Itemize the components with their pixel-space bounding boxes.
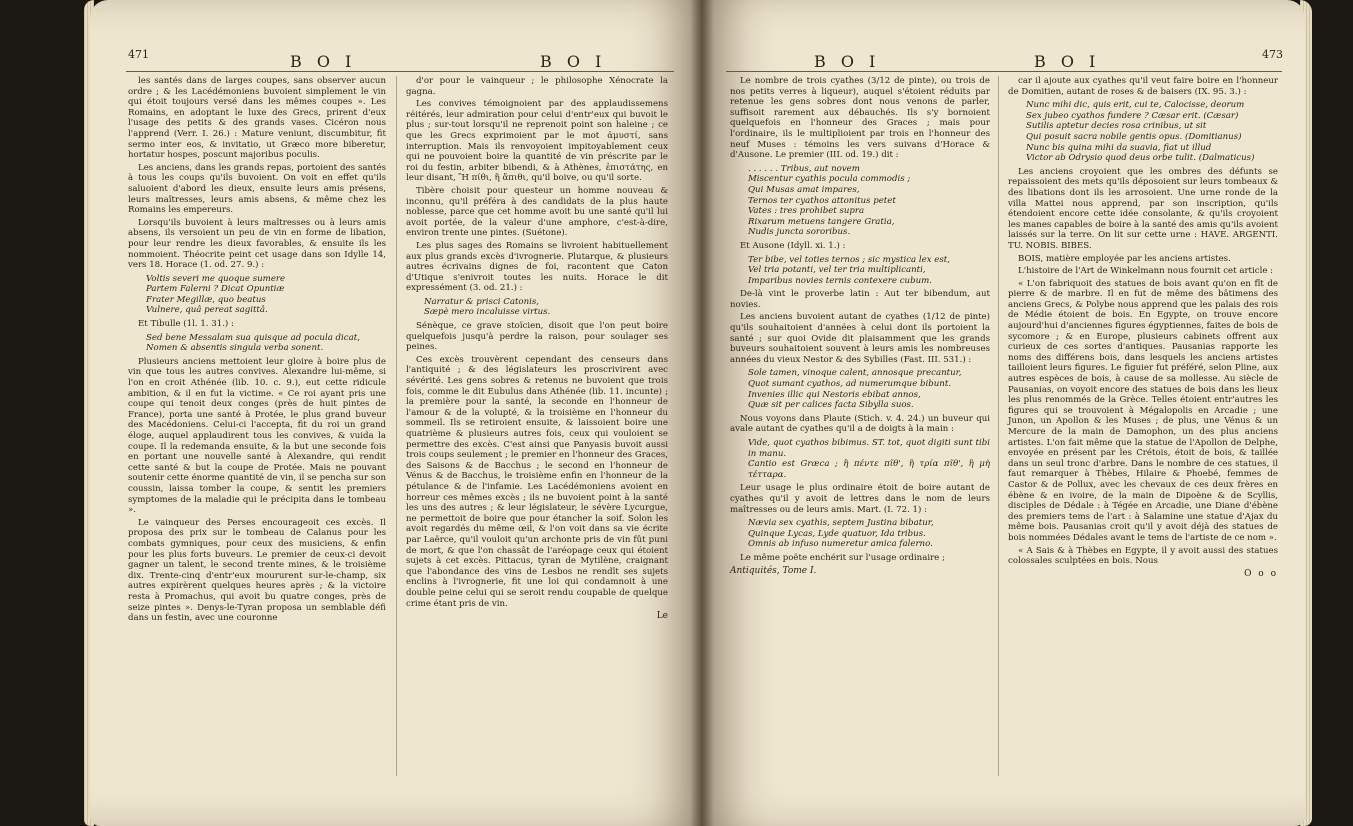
paragraph: Ces excès trouvèrent cependant des censeurs dans l'antiquité ; & des législateurs les proscrivirent avec sévérité. Les gens sobres & retenus ne buvoient que trois fois, comme le dit Eubulus dans Athénée (lib. 11. incunte) ; la première pour la santé, la seconde en l'honneur de l'amour & de la volupté, & la troisième en l'honneur du sommeil. Ils se retiroient ensuite, & laissoient boire une quatrième & plusieurs autres fois, ceux qui vouloient se permettre des excès. C'est ainsi que Panyasis buvoit aussi trois coups seulement ; le premier en l'honneur des Graces, des Saisons & de Bacchus ; le second en l'honneur de Vénus & de Bacchus, le troisième enfin en l'honneur de la pétulance & de l'infamie. Les Lacédémoniens avoient en horreur ces mêmes excès ; ils ne buvoient point à la santé les uns des autres ; & leur législateur, le sévère Lycurgue, ne permettoit de boire que pour étancher la soif. Solon les avoit regardés du même œil, & l'on voit dans sa vie écrite par Laërce, qu'il vouloit qu'un archonte pris de vin fût puni de mort, & que l'on chassât de l'aréopage ceux qui étoient sujets à cet excès. Pittacus, tyran de Mytilène, craignant que l'abondance des vins de Lesbos ne rendît ses sujets enclins à l'ivrognerie, fit une loi qui condamnoit à une double peine celui qui se seroit rendu coupable de quelque crime étant pris de vin. — [406, 354, 668, 609]
paragraph: Le nombre de trois cyathes (3/12 de pinte), ou trois de nos petits verres à liqueur), auquel s'étoient réduits par retenue les gens sobres dont nous venons de parler, suffisoit rarement aux débauchés. Ils s'y bornoient quelquefois en l'honneur des Graces ; mais pour l'ordinaire, ils le multiplioient par trois en l'honneur des neuf Muses : témoins les vers suivans d'Horace & d'Ausone. Le premier (III. od. 19.) dit : — [730, 76, 990, 161]
verse-line: Rixarum metuens tangere Gratia, — [748, 216, 895, 227]
verse-line: Nævia sex cyathis, septem Justina bibatur, — [748, 518, 934, 529]
verse-horace-cato — [406, 297, 668, 318]
right-running-head-1: B O I — [814, 52, 881, 71]
paragraph: Nous voyons dans Plaute (Stich. v. 4. 24.) un buveur qui avale autant de cyathes qu'il a de doigts à la main : — [730, 413, 990, 435]
book-gutter — [690, 0, 714, 826]
left-column-2 — [406, 76, 668, 622]
verse-line: Sole tamen, vinoque calent, annosque precantur, — [748, 368, 962, 379]
verse-line: Miscentur cyathis pocula commodis ; — [748, 174, 911, 185]
paragraph: « L'on fabriquoit des statues de bois avant qu'on en fît de pierre & de marbre. Il en fut de même des bâtimens des anciens Grecs, & Polybe nous apprend que les palais des rois de Médie étoient de bois. En Egypte, on trouve encore aujourd'hui d'anciennes figures égyptiennes, faites de bois de sycomore ; & en Europe, plusieurs cabinets offrent aux curieux de ces sortes d'antiques. Pausanias rapporte les noms des différens bois, dans lesquels les anciens artistes tailloient leurs figures. Le figuier fut préféré, selon Pline, aux autres espèces de bois, à cause de sa mollesse. Au siècle de Pausanias, on voyoit encore des statues de bois dans les lieux les plus renommés de la Grèce. Telles étoient entr'autres les figures qui se trouvoient à Mégalopolis en Arcadie ; une Junon, un Apollon & les Muses ; de plus, une Vénus & un Mercure de la main de Damophon, un des plus anciens artistes. L'on fait même que la statue de l'Apollon de Delphe, envoyée en présent par les Crétois, étoit de bois, & taillée dans un seul tronc d'arbre. Dans le nombre de ces statues, il faut remarquer à Thèbes, Hilaire & Phoebé, femmes de Castor & de Pollux, avec les chevaux de ces deux frères en ébène & en ivoire, de la main de Dipoène & de Scyllis, disciples de Dédale : à Tégée en Arcadie, une Diane d'ébène des premiers tems de l'art : à Salamine une statue d'Ajax du même bois. Pausanias croit qu'il y avoit déjà des statues de bois nommées Dédales avant le tems de l'artiste de ce nom ». — [1008, 278, 1278, 543]
verse-line: Quæ sit per calices facta Sibylla suos. — [748, 400, 914, 411]
verse-line: Vates : tres prohibet supra — [748, 206, 865, 217]
verse-line: Sex jubeo cyathos fundere ? Cæsar erit. (Cæsar) — [1026, 110, 1239, 121]
verse-line: Frater Megillæ, quo beatus — [146, 294, 266, 305]
paragraph: Et Tibulle (1l. 1. 31.) : — [138, 319, 234, 330]
paragraph: Les anciens buvoient autant de cyathes (1/12 de pinte) qu'ils souhaitoient d'années à celui dont ils portoient la santé ; sur quoi Ovide dit plaisamment que les grands buveurs souhaitoient souvent à leurs amis les nombreuses années du vieux Nestor & des Sybilles (Fast. III. 531.) : — [730, 312, 990, 365]
catchword: Le — [656, 611, 668, 622]
verse-line: Partem Falerni ? Dicat Opuntiæ — [146, 284, 285, 295]
left-running-head-1: B O I — [290, 52, 357, 71]
verse-line: Vide, quot cyathos bibimus. ST. tot, quot digiti sunt tibi in manu. — [748, 438, 990, 459]
left-column-1 — [128, 76, 386, 626]
left-header-rule — [126, 71, 674, 72]
verse-line: Nunc bis quina mihi da suavia, fiat ut illud — [1026, 142, 1212, 153]
paragraph: Sénèque, ce grave stoïcien, disoit que l'on peut boire quelquefois jusqu'à perdre la raison, pour soulager ses peines. — [406, 321, 668, 353]
verse-ovide — [730, 368, 990, 410]
verse-line: Vel tria potanti, vel ter tria multiplicanti, — [748, 265, 926, 276]
left-page-number: 471 — [128, 48, 149, 61]
verse-line: Omnis ab infuso numeretur amica falerno. — [748, 539, 933, 550]
verse-line: Voltis severi me quoque sumere — [146, 273, 286, 284]
verse-tibulle — [128, 333, 386, 354]
right-column-1 — [730, 76, 990, 576]
verse-martial-domitien — [1008, 100, 1278, 164]
verse-line: Qui Musas amat impares, — [748, 184, 860, 195]
paragraph: Lorsqu'ils buvoient à leurs maîtresses ou à leurs amis absens, ils versoient un peu de vin en forme de libation, pour leur rendre les dieux favorables, & ensuite ils les nommoient. Théocrite peint cet usage dans son Idylle 14, vers 18. Horace (1. od. 27. 9.) : — [128, 217, 386, 271]
verse-line: Sæpè mero incaluisse virtus. — [424, 307, 551, 318]
verse-martial — [730, 518, 990, 550]
verse-horace — [128, 274, 386, 316]
verse-line: Nomen & absentis singula verba sonent. — [146, 343, 324, 354]
verse-ausone — [730, 255, 990, 287]
paragraph: Le vainqueur des Perses encourageoit ces excès. Il proposa des prix sur le tombeau de Calanus pour les combats gymniques, pour ceux des musiciens, & enfin pour les plus forts buveurs. Le premier de ceux-ci devoit gagner un talent, le second trente mines, & le troisième dix. Trente-cinq d'entr'eux moururent sur-le-champ, six autres expirèrent quelques heures après ; & la victoire resta à Promachus, qui avoit bu quatre conges, près de seize pintes ». Denys-le-Tyran proposa un semblable défi dans un festin, avec une couronne — [128, 517, 386, 624]
verse-line: Sed bene Messalam sua quisque ad pocula dicat, — [146, 332, 360, 343]
paragraph: Et Ausone (Idyll. xi. 1.) : — [740, 240, 846, 251]
verse-line: Sutilis aptetur decies rosa crinibus, ut sit — [1026, 121, 1207, 132]
left-page — [90, 0, 702, 826]
verse-line: Vulnere, quâ pereat sagittâ. — [146, 305, 268, 316]
verse-line: Qui posuit sacra nobile gentis opus. (Domitianus) — [1026, 131, 1242, 142]
volume-signature: Antiquités, Tome I. — [730, 565, 817, 576]
left-column-divider — [396, 76, 397, 776]
paragraph: Tibère choisit pour questeur un homme nouveau & inconnu, qu'il préféra à des candidats de la plus haute noblesse, parce que cet homme avoit bu une santé qu'il lui avoit portée, de la valeur d'une amphore, c'est-à-dire, environ trente une pintes. (Suétone). — [406, 185, 668, 239]
verse-line: Quot sumant cyathos, ad numerumque bibunt. — [748, 379, 952, 390]
right-page-number: 473 — [1262, 48, 1283, 61]
verse-line: Narratur & prisci Catonis, — [424, 296, 540, 307]
paragraph: d'or pour le vainqueur ; le philosophe Xénocrate la gagna. — [406, 76, 668, 97]
right-page — [702, 0, 1305, 826]
paragraph: Les anciens, dans les grands repas, portoient des santés à tous les coups qu'ils buvoient. On voit en effet qu'ils saluoient d'abord les dieux, ensuite leurs amis présens, leurs maîtresses, leurs amis absens, & même chez les Romains les empereurs. — [128, 162, 386, 216]
signature-mark: O o o — [1244, 568, 1278, 579]
verse-line: Ter bibe, vel toties ternos ; sic mystica lex est, — [748, 254, 950, 265]
verse-plaute — [730, 438, 990, 480]
verse-line: Invenies illic qui Nestoris ebibat annos, — [748, 389, 921, 400]
paragraph: Le même poëte enchérit sur l'usage ordinaire ; — [740, 552, 945, 563]
paragraph: « A Sais & à Thèbes en Egypte, il y avoit aussi des statues colossales sculptées en bois. Nous — [1008, 545, 1278, 567]
paragraph: Les plus sages des Romains se livroient habituellement aux plus grands excès d'ivrognerie. Plutarque, & plusieurs autres écrivains dignes de foi, racontent que Caton d'Utique s'enivroit toutes les nuits. Horace le dit expressément (3. od. 21.) : — [406, 240, 668, 294]
verse-line: . . . . . . Tribus, aut novem — [748, 163, 860, 174]
paragraph: car il ajoute aux cyathes qu'il veut faire boire en l'honneur de Domitien, autant de roses & de baisers (IX. 95. 3.) : — [1008, 76, 1278, 97]
right-column-divider — [998, 76, 999, 776]
left-running-head-2: B O I — [540, 52, 607, 71]
verse-line: Ternos ter cyathos attonitus petet — [748, 195, 896, 206]
verse-line: Nudis juncta sororibus. — [748, 227, 851, 238]
paragraph: Les convives témoignoient par des applaudissemens réitérés, leur admiration pour celui d'entr'eux qui buvoit le plus ; sur-tout lorsqu'il ne reprenoit point son haleine ; ce que les Grecs exprimoient par le mot ἀμυστί, sans interruption. Mais ils renvoyoient impitoyablement ceux qui ne pouvoient boire la quantité de vin préscrite par le roi du festin, arbiter bibendi, & à Athènes, ἐπιστάτης, en leur disant, Ἢ πίθι, ἢ ἄπιθι, qu'il boive, ou qu'il sorte. — [406, 99, 668, 184]
verse-horace-cyathes — [730, 164, 990, 238]
right-running-head-2: B O I — [1034, 52, 1101, 71]
paragraph: BOIS, matière employée par les anciens artistes. — [1018, 253, 1231, 264]
paragraph: L'histoire de l'Art de Winkelmann nous fournit cet article : — [1018, 266, 1274, 277]
paragraph: De-là vint le proverbe latin : Aut ter bibendum, aut novies. — [730, 289, 990, 310]
paragraph: Leur usage le plus ordinaire étoit de boire autant de cyathes qu'il y avoit de lettres dans le nom de leurs maîtresses ou de leurs amis. Mart. (I. 72. 1) : — [730, 483, 990, 515]
verse-line: Imparibus novies ternis contexere cubum. — [748, 275, 932, 286]
paragraph: Plusieurs anciens mettoient leur gloire à boire plus de vin que tous les autres convives. Alexandre lui-même, si l'on en croit Athénée (lib. 10. c. 9.), eut cette ridicule ambition, & il en fut la victime. « Ce roi ayant pris une coupe qui tenoit deux conges (près de huit pintes de France), porta une santé à Protée, le plus grand buveur des Macédoniens. Celui-ci l'accepta, fit du roi un grand éloge, auquel applaudirent tous les convives, & vuida la coupe. Il la redemanda ensuite, & la but une seconde fois en portant une nouvelle santé à Alexandre, qui rendit cette santé & but la coupe de Protée. Mais ne pouvant soutenir cette énorme quantité de vin, il se pencha sur son coussin, laissa tomber la coupe, & sentit les premiers symptomes de la maladie qui le précipita dans le tombeau ». — [128, 356, 386, 516]
paragraph: Les anciens croyoient que les ombres des défunts se repaissoient des mets qu'ils déposoient sur leurs tombeaux & des libations dont ils les arrosoient. Une urne ronde de la villa Mattei nous apprend, par son inscription, qu'ils étendoient encore cette idée consolante, & qu'ils croyoient les manes capables de boire à la santé des amis qu'ils avoient laissés sur la terre. On lit sur cette urne : HAVE. ARGENTI. TU. NOBIS. BIBES. — [1008, 166, 1278, 251]
verse-line: Quinque Lycas, Lyde quatuor, Ida tribus. — [748, 528, 926, 539]
paragraph: les santés dans de larges coupes, sans observer aucun ordre ; & les Lacédémoniens buvoient simplement le vin qui étoit toujours versé dans les mêmes coupes ». Les Romains, en adoptant le luxe des Grecs, prirent d'eux l'usage des petits & des grands vases. Cicéron nous l'apprend (Verr. I. 26.) : Mature veniunt, discumbitur, fit sermo inter eos, & invitatio, ut Græco more biberetur, hortatur hospes, poscunt majoribus poculis. — [128, 76, 386, 161]
verse-line: Cantio est Græca ; ἢ πέντε πῖθ', ἢ τρία πῖθ', ἢ μὴ τέτταρα. — [748, 459, 990, 480]
verse-line: Victor ab Odrysio quod deus orbe tulit. (Dalmaticus) — [1026, 153, 1255, 164]
right-header-rule — [726, 71, 1282, 72]
right-column-2 — [1008, 76, 1278, 579]
verse-line: Nunc mihi dic, quis erit, cui te, Calocisse, deorum — [1026, 100, 1245, 111]
